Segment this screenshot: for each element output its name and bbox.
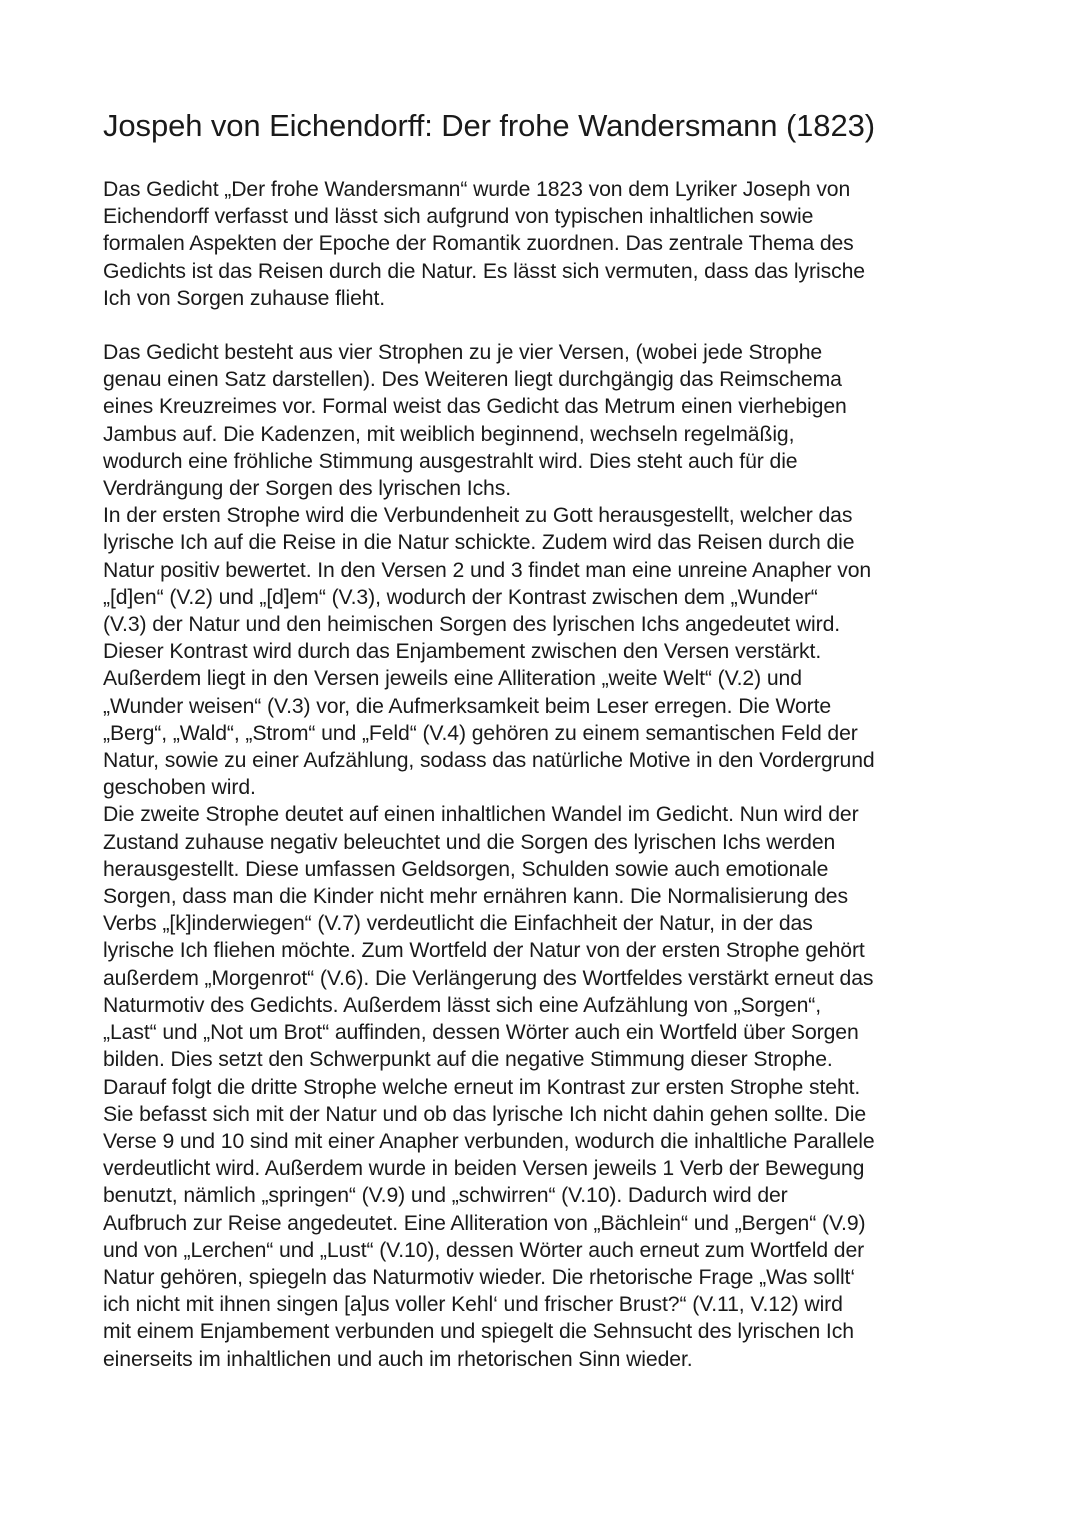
text-line: Verse 9 und 10 sind mit einer Anapher verbunden, wodurch die inhaltliche Parallele (103, 1129, 875, 1153)
text-line: Jambus auf. Die Kadenzen, mit weiblich beginnend, wechseln regelmäßig, (103, 422, 795, 446)
text-line: wodurch eine fröhliche Stimmung ausgestrahlt wird. Dies steht auch für die (103, 449, 798, 473)
text-line: Das Gedicht „Der frohe Wandersmann“ wurde 1823 von dem Lyriker Joseph von (103, 178, 851, 201)
text-line: Gedichts ist das Reisen durch die Natur. Es lässt sich vermuten, dass das lyrische (103, 259, 865, 283)
text-line: lyrische Ich auf die Reise in die Natur schickte. Zudem wird das Reisen durch die (103, 531, 855, 555)
text-line: herausgestellt. Diese umfassen Geldsorgen, Schulden sowie auch emotionale (103, 857, 829, 881)
stanza2-paragraph (103, 801, 1003, 1073)
text-line: Ich von Sorgen zuhause flieht. (103, 286, 386, 310)
form-paragraph (103, 339, 1003, 502)
text-line: „Last“ und „Not um Brot“ auffinden, dessen Wörter auch ein Wortfeld über Sorgen (103, 1021, 859, 1045)
text-line: „Wunder weisen“ (V.3) vor, die Aufmerksamkeit beim Leser erregen. Die Worte (103, 694, 832, 718)
text-line: Zustand zuhause negativ beleuchtet und die Sorgen des lyrischen Ichs werden (103, 830, 836, 854)
text-line: Sie befasst sich mit der Natur und ob das lyrische Ich nicht dahin gehen sollte. Die (103, 1102, 866, 1126)
stanza3-paragraph (103, 1074, 1003, 1373)
text-line: Dieser Kontrast wird durch das Enjambement zwischen den Versen verstärkt. (103, 640, 822, 664)
text-line: genau einen Satz darstellen). Des Weiteren liegt durchgängig das Reimschema (103, 368, 842, 392)
stanza1-paragraph (103, 502, 1003, 801)
text-line: In der ersten Strophe wird die Verbundenheit zu Gott herausgestellt, welcher das (103, 504, 853, 528)
text-line: „[d]en“ (V.2) und „[d]em“ (V.3), wodurch der Kontrast zwischen dem „Wunder“ (103, 585, 818, 609)
text-line: ich nicht mit ihnen singen [a]us voller Kehl‘ und frischer Brust?“ (V.11, V.12) wird (103, 1293, 843, 1317)
text-line: Außerdem liegt in den Versen jeweils eine Alliteration „weite Welt“ (V.2) und (103, 667, 802, 691)
text-line: Natur positiv bewertet. In den Versen 2 und 3 findet man eine unreine Anapher von (103, 558, 872, 582)
text-line: Darauf folgt die dritte Strophe welche erneut im Kontrast zur ersten Strophe steht. (103, 1075, 861, 1099)
text-line: Natur, sowie zu einer Aufzählung, sodass das natürliche Motive in den Vordergrund (103, 749, 875, 773)
text-line: „Berg“, „Wald“, „Strom“ und „Feld“ (V.4) gehören zu einem semantischen Feld der (103, 721, 858, 745)
text-line: und von „Lerchen“ und „Lust“ (V.10), dessen Wörter auch erneut zum Wortfeld der (103, 1238, 865, 1262)
text-line: Aufbruch zur Reise angedeutet. Eine Alliteration von „Bächlein“ und „Bergen“ (V.9) (103, 1211, 866, 1235)
paragraph-spacer (103, 312, 1003, 339)
text-line: (V.3) der Natur und den heimischen Sorgen des lyrischen Ichs angedeutet wird. (103, 613, 841, 637)
text-line: Die zweite Strophe deutet auf einen inhaltlichen Wandel im Gedicht. Nun wird der (103, 803, 859, 827)
text-line: mit einem Enjambement verbunden und spiegelt die Sehnsucht des lyrischen Ich (103, 1320, 854, 1344)
text-line: Naturmotiv des Gedichts. Außerdem lässt sich eine Aufzählung von „Sorgen“, (103, 993, 822, 1017)
text-line: Eichendorff verfasst und lässt sich aufgrund von typischen inhaltlichen sowie (103, 205, 814, 229)
text-line: einerseits im inhaltlichen und auch im rhetorischen Sinn wieder. (103, 1347, 693, 1371)
text-line: verdeutlicht wird. Außerdem wurde in beiden Versen jeweils 1 Verb der Bewegung (103, 1157, 865, 1181)
text-line: außerdem „Morgenrot“ (V.6). Die Verlängerung des Wortfeldes verstärkt erneut das (103, 966, 874, 990)
text-line: geschoben wird. (103, 776, 256, 800)
text-line: Verdrängung der Sorgen des lyrischen Ichs. (103, 477, 512, 501)
text-line: benutzt, nämlich „springen“ (V.9) und „schwirren“ (V.10). Dadurch wird der (103, 1184, 788, 1208)
text-line: bilden. Dies setzt den Schwerpunkt auf die negative Stimmung dieser Strophe. (103, 1048, 833, 1072)
document-title: Jospeh von Eichendorff: Der frohe Wandersmann (1823) (103, 108, 875, 143)
text-line: Das Gedicht besteht aus vier Strophen zu je vier Versen, (wobei jede Strophe (103, 341, 823, 365)
document-page (103, 106, 1003, 1373)
intro-paragraph (103, 176, 1003, 312)
text-line: Natur gehören, spiegeln das Naturmotiv wieder. Die rhetorische Frage „Was sollt‘ (103, 1265, 855, 1289)
text-line: eines Kreuzreimes vor. Formal weist das Gedicht das Metrum einen vierhebigen (103, 395, 847, 419)
text-line: Verbs „[k]inderwiegen“ (V.7) verdeutlicht die Einfachheit der Natur, in der das (103, 912, 813, 936)
text-line: Sorgen, dass man die Kinder nicht mehr ernähren kann. Die Normalisierung des (103, 885, 848, 909)
text-line: formalen Aspekten der Epoche der Romantik zuordnen. Das zentrale Thema des (103, 232, 854, 256)
text-line: lyrische Ich fliehen möchte. Zum Wortfeld der Natur von der ersten Strophe gehört (103, 939, 865, 963)
